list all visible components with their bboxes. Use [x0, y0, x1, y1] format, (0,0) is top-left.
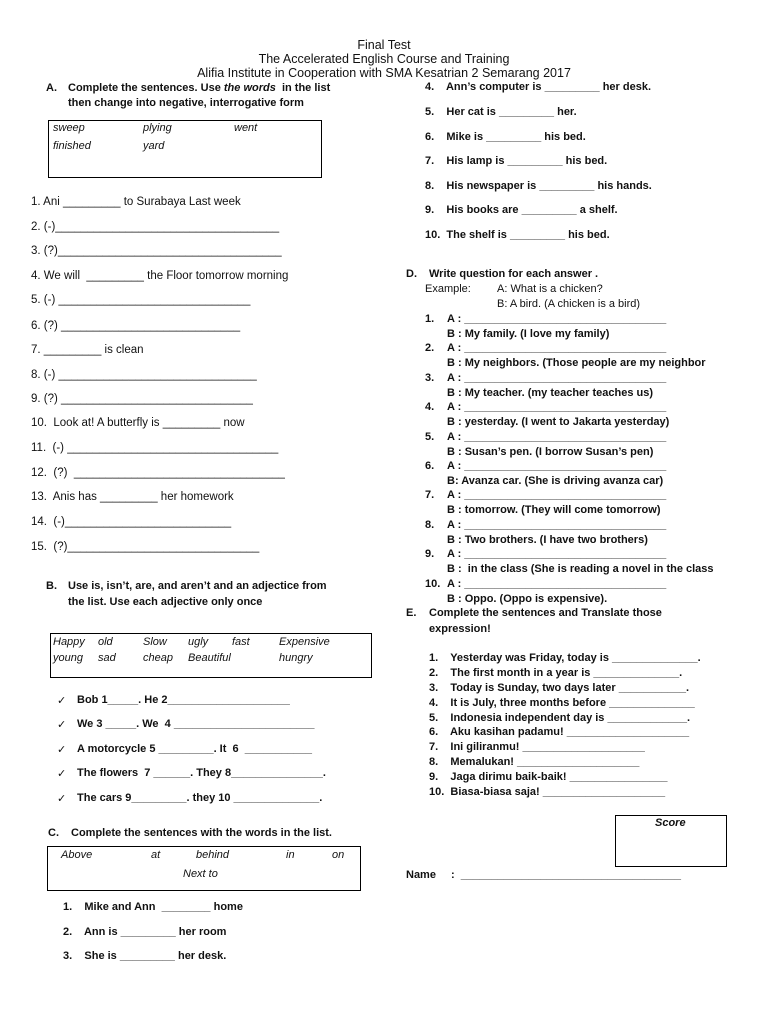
- qa-answer: B : Two brothers. (I have two brothers): [447, 534, 648, 546]
- exercise-item: 12. (?) _________________________________: [31, 467, 285, 479]
- qa-question-line: A : _________________________________: [447, 460, 667, 472]
- exercise-item: 9. Jaga dirimu baik-baik! ________________: [429, 771, 668, 783]
- exercise-item: 6. (?) ____________________________: [31, 320, 241, 332]
- exercise-item: 3. She is _________ her desk.: [63, 950, 227, 962]
- exercise-item: We 3 _____. We 4 _______________________: [77, 718, 315, 730]
- exercise-item: 10. The shelf is _________ his bed.: [425, 229, 610, 241]
- exercise-item: 7. His lamp is _________ his bed.: [425, 155, 608, 167]
- adjective-item: ugly: [188, 636, 209, 648]
- qa-answer: B : My family. (I love my family): [447, 328, 610, 340]
- adjective-item: fast: [232, 636, 250, 648]
- exercise-item: 10. Biasa-biasa saja! ____________________: [429, 786, 666, 798]
- qa-number: 7.: [425, 489, 435, 501]
- qa-number: 5.: [425, 431, 435, 443]
- exercise-item: 11. (-) _________________________________: [31, 442, 279, 454]
- word-list-item: plying: [143, 122, 172, 134]
- exercise-item: A motorcycle 5 _________. It 6 ___________: [77, 743, 313, 755]
- exercise-item: 8. (-) _______________________________: [31, 369, 257, 381]
- name-label: Name: [406, 869, 436, 881]
- adjective-item: Happy: [53, 636, 85, 648]
- exercise-item: 3. (?)___________________________________: [31, 245, 282, 257]
- preposition-item: on: [332, 849, 345, 861]
- qa-answer: B : My neighbors. (Those people are my neighbor: [447, 357, 706, 369]
- qa-number: 10.: [425, 578, 441, 590]
- section-e-letter: E.: [406, 607, 417, 619]
- section-a-instruction-line2: then change into negative, interrogative form: [68, 97, 304, 109]
- qa-question-line: A : _________________________________: [447, 431, 667, 443]
- section-c-instruction: Complete the sentences with the words in the list.: [71, 827, 332, 839]
- exercise-item: 1. Mike and Ann ________ home: [63, 901, 243, 913]
- check-icon: ✓: [57, 768, 67, 780]
- qa-number: 2.: [425, 342, 435, 354]
- adjective-item: young: [53, 652, 83, 664]
- exercise-item: 14. (-)__________________________: [31, 516, 232, 528]
- qa-answer: B : in the class (She is reading a novel in the class: [447, 563, 714, 575]
- adjective-item: old: [98, 636, 113, 648]
- word-list-item: went: [234, 122, 258, 134]
- exercise-item: 2. The first month in a year is ______________.: [429, 667, 683, 679]
- section-d-instruction: Write question for each answer .: [429, 268, 599, 280]
- name-input-line[interactable]: : ____________________________________: [451, 869, 682, 881]
- section-e-instruction-line2: expression!: [429, 623, 491, 635]
- score-label: Score: [655, 817, 686, 829]
- check-icon: ✓: [57, 793, 67, 805]
- qa-question-line: A : _________________________________: [447, 313, 667, 325]
- section-a-letter: A.: [46, 82, 57, 94]
- section-c-letter: C.: [48, 827, 59, 839]
- institute-line: Alifia Institute in Cooperation with SMA Kesatrian 2 Semarang 2017: [197, 66, 571, 80]
- adjective-item: cheap: [143, 652, 173, 664]
- qa-question-line: A : _________________________________: [447, 342, 667, 354]
- adjective-item: Expensive: [279, 636, 330, 648]
- qa-question-line: A : _________________________________: [447, 519, 667, 531]
- check-icon: ✓: [57, 719, 67, 731]
- exercise-item: 3. Today is Sunday, two days later ___________.: [429, 682, 690, 694]
- exercise-item: 4. Ann’s computer is _________ her desk.: [425, 81, 652, 93]
- exercise-item: 5. Her cat is _________ her.: [425, 106, 577, 118]
- exercise-item: 6. Aku kasihan padamu! ____________________: [429, 726, 690, 738]
- qa-answer: B : My teacher. (my teacher teaches us): [447, 387, 654, 399]
- exercise-item: 9. (?) ______________________________: [31, 393, 253, 405]
- exercise-item: The flowers 7 ______. They 8_______________.: [77, 767, 326, 779]
- exercise-item: 8. Memalukan! ____________________: [429, 756, 640, 768]
- word-list-item: finished: [53, 140, 91, 152]
- exercise-item: 1. Ani _________ to Surabaya Last week: [31, 196, 241, 208]
- qa-answer: B : Susan’s pen. (I borrow Susan’s pen): [447, 446, 654, 458]
- qa-question-line: A : _________________________________: [447, 401, 667, 413]
- adjective-item: Beautiful: [188, 652, 231, 664]
- exercise-item: 13. Anis has _________ her homework: [31, 491, 234, 503]
- check-icon: ✓: [57, 695, 67, 707]
- qa-number: 3.: [425, 372, 435, 384]
- check-icon: ✓: [57, 744, 67, 756]
- word-list-item: yard: [143, 140, 165, 152]
- qa-number: 4.: [425, 401, 435, 413]
- exercise-item: Bob 1_____. He 2____________________: [77, 694, 290, 706]
- preposition-item: behind: [196, 849, 230, 861]
- qa-answer: B : yesterday. (I went to Jakarta yesterday): [447, 416, 670, 428]
- section-e-instruction-line1: Complete the sentences and Translate those: [429, 607, 662, 619]
- preposition-item: in: [286, 849, 295, 861]
- exercise-item: The cars 9_________. they 10 ______________.: [77, 792, 323, 804]
- exercise-item: 4. We will _________ the Floor tomorrow morning: [31, 270, 289, 282]
- section-b-instruction-line2: the list. Use each adjective only once: [68, 596, 263, 608]
- section-d-letter: D.: [406, 268, 417, 280]
- qa-answer: B: Avanza car. (She is driving avanza car): [447, 475, 664, 487]
- exercise-item: 8. His newspaper is _________ his hands.: [425, 180, 652, 192]
- example-question: A: What is a chicken?: [497, 283, 603, 295]
- qa-number: 8.: [425, 519, 435, 531]
- preposition-item: Next to: [183, 868, 218, 880]
- exercise-item: 4. It is July, three months before ______________: [429, 697, 695, 709]
- qa-question-line: A : _________________________________: [447, 372, 667, 384]
- adjective-item: sad: [98, 652, 116, 664]
- qa-question-line: A : _________________________________: [447, 578, 667, 590]
- section-b-instruction-line1: Use is, isn’t, are, and aren’t and an adjectice from: [68, 580, 327, 592]
- exercise-item: 7. _________ is clean: [31, 344, 144, 356]
- qa-question-line: A : _________________________________: [447, 489, 667, 501]
- qa-question-line: A : _________________________________: [447, 548, 667, 560]
- section-a-instruction-line1: Complete the sentences. Use the words in the list: [68, 82, 331, 94]
- exercise-item: 1. Yesterday was Friday, today is ______________.: [429, 652, 701, 664]
- exercise-item: 9. His books are _________ a shelf.: [425, 204, 618, 216]
- qa-number: 1.: [425, 313, 435, 325]
- example-label: Example:: [425, 283, 471, 295]
- exercise-item: 6. Mike is _________ his bed.: [425, 131, 586, 143]
- test-title: Final Test: [357, 38, 411, 52]
- preposition-item: Above: [61, 849, 93, 861]
- adjective-item: Slow: [143, 636, 167, 648]
- section-b-letter: B.: [46, 580, 57, 592]
- exercise-item: 7. Ini giliranmu! ____________________: [429, 741, 645, 753]
- qa-number: 6.: [425, 460, 435, 472]
- course-name: The Accelerated English Course and Training: [258, 52, 510, 66]
- exercise-item: 2. Ann is _________ her room: [63, 926, 227, 938]
- example-answer: B: A bird. (A chicken is a bird): [497, 298, 641, 310]
- exercise-item: 5. (-) ______________________________: [31, 294, 251, 306]
- qa-number: 9.: [425, 548, 435, 560]
- exercise-item: 10. Look at! A butterfly is _________ now: [31, 417, 245, 429]
- adjective-item: hungry: [279, 652, 313, 664]
- preposition-item: at: [151, 849, 161, 861]
- exercise-item: 2. (-)___________________________________: [31, 221, 280, 233]
- qa-answer: B : Oppo. (Oppo is expensive).: [447, 593, 608, 605]
- word-list-item: sweep: [53, 122, 85, 134]
- exercise-item: 15. (?)______________________________: [31, 541, 260, 553]
- qa-answer: B : tomorrow. (They will come tomorrow): [447, 504, 661, 516]
- exercise-item: 5. Indonesia independent day is _____________.: [429, 712, 691, 724]
